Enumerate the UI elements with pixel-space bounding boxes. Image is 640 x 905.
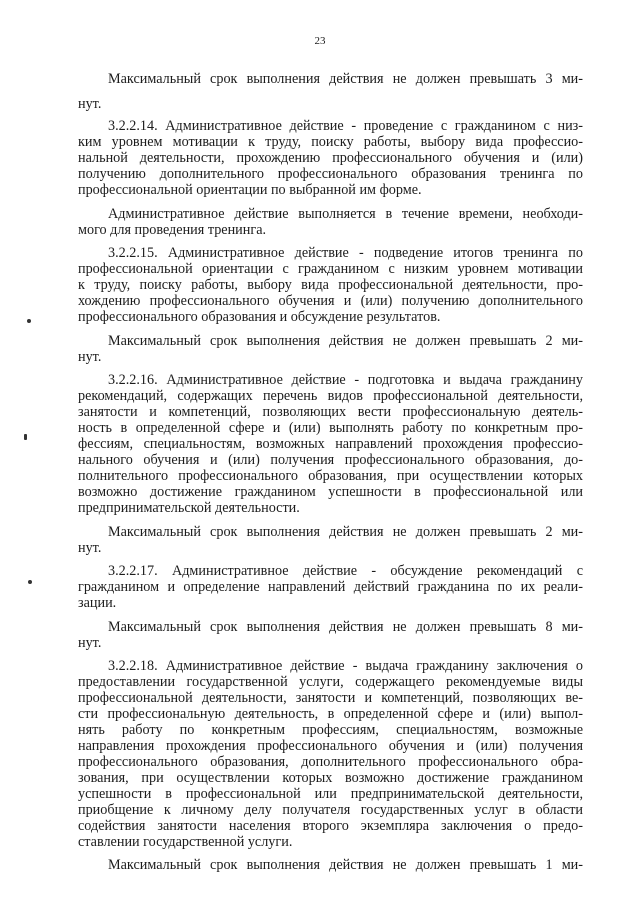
text-line: нут. bbox=[78, 540, 102, 556]
text-line: ность в определенной сфере и (или) выполнять работу по конкретным про- bbox=[78, 420, 583, 436]
text-line: нут. bbox=[78, 635, 102, 651]
text-line: 3.2.2.15. Административное действие - подведение итогов тренинга по bbox=[108, 245, 583, 261]
text-line: Административное действие выполняется в течение времени, необходи- bbox=[108, 206, 583, 222]
text-line: 3.2.2.14. Административное действие - проведение с гражданином с низ- bbox=[108, 118, 583, 134]
text-line: профессиональной ориентации по выбранной им форме. bbox=[78, 182, 422, 198]
text-line: получению дополнительного профессионального образования тренинга по bbox=[78, 166, 583, 182]
text-line: профессиональной деятельности, занятости и компетенций, позволяющих ве- bbox=[78, 690, 583, 706]
text-line: нальной деятельности, прохождению профессионального обучения и (или) bbox=[78, 150, 583, 166]
text-line: направления прохождения профессионального обучения и (или) получения bbox=[78, 738, 583, 754]
text-line: успешности в профессиональной или предпринимательской деятельности, bbox=[78, 786, 583, 802]
text-line: нального обучения и (или) получения профессионального образования, до- bbox=[78, 452, 583, 468]
text-line: нут. bbox=[78, 349, 102, 365]
text-line: Максимальный срок выполнения действия не должен превышать 8 ми- bbox=[108, 619, 583, 635]
text-line: занятости и компетенций, позволяющих вести профессиональную деятель- bbox=[78, 404, 583, 420]
text-line: Максимальный срок выполнения действия не должен превышать 1 ми- bbox=[108, 857, 583, 873]
text-line: к труду, поиску работы, выбору вида профессиональной деятельности, про- bbox=[78, 277, 583, 293]
text-line: приобщение к личному делу получателя государственных услуг в области bbox=[78, 802, 583, 818]
text-line: возможно достижение гражданином успешности в профессиональной или bbox=[78, 484, 583, 500]
text-line: Максимальный срок выполнения действия не должен превышать 3 ми- bbox=[108, 71, 583, 87]
text-line: 3.2.2.18. Административное действие - выдача гражданину заключения о bbox=[108, 658, 583, 674]
scan-speck bbox=[28, 580, 32, 584]
text-line: рекомендаций, содержащих перечень видов профессиональной деятельности, bbox=[78, 388, 583, 404]
text-line: Максимальный срок выполнения действия не должен превышать 2 ми- bbox=[108, 333, 583, 349]
text-line: нут. bbox=[78, 96, 102, 112]
text-line: ким уровнем мотивации к труду, поиску работы, выбору вида профессио- bbox=[78, 134, 583, 150]
text-line: фессиям, специальностям, возможных направлений прохождения профессио- bbox=[78, 436, 583, 452]
text-line: мого для проведения тренинга. bbox=[78, 222, 267, 238]
text-line: гражданином и определение направлений действий гражданина по их реали- bbox=[78, 579, 583, 595]
page-number: 23 bbox=[314, 35, 326, 47]
text-line: профессионального образования и обсуждение результатов. bbox=[78, 309, 441, 325]
text-line: нять работу по конкретным профессиям, специальностям, возможные bbox=[78, 722, 583, 738]
text-line: сти профессиональную деятельность, в определенной сфере и (или) выпол- bbox=[78, 706, 583, 722]
text-line: хождению профессионального обучения и (или) получению дополнительного bbox=[78, 293, 583, 309]
text-line: зования, при осуществлении которых возможно достижение гражданином bbox=[78, 770, 583, 786]
scan-speck bbox=[27, 319, 31, 323]
text-line: предоставлении государственной услуги, содержащего рекомендуемые виды bbox=[78, 674, 583, 690]
text-line: предпринимательской деятельности. bbox=[78, 500, 300, 516]
text-line: 3.2.2.16. Административное действие - подготовка и выдача гражданину bbox=[108, 372, 583, 388]
text-line: Максимальный срок выполнения действия не должен превышать 2 ми- bbox=[108, 524, 583, 540]
text-line: профессиональной ориентации с гражданином с низким уровнем мотивации bbox=[78, 261, 583, 277]
text-line: зации. bbox=[78, 595, 117, 611]
text-line: ставлении государственной услуги. bbox=[78, 834, 293, 850]
scan-speck bbox=[24, 434, 27, 440]
text-line: содействия занятости населения второго экземпляра заключения о предо- bbox=[78, 818, 583, 834]
text-line: полнительного профессионального образования, при осуществлении которых bbox=[78, 468, 583, 484]
text-line: 3.2.2.17. Административное действие - обсуждение рекомендаций с bbox=[108, 563, 583, 579]
text-line: профессионального образования, дополнительного профессионального обра- bbox=[78, 754, 583, 770]
